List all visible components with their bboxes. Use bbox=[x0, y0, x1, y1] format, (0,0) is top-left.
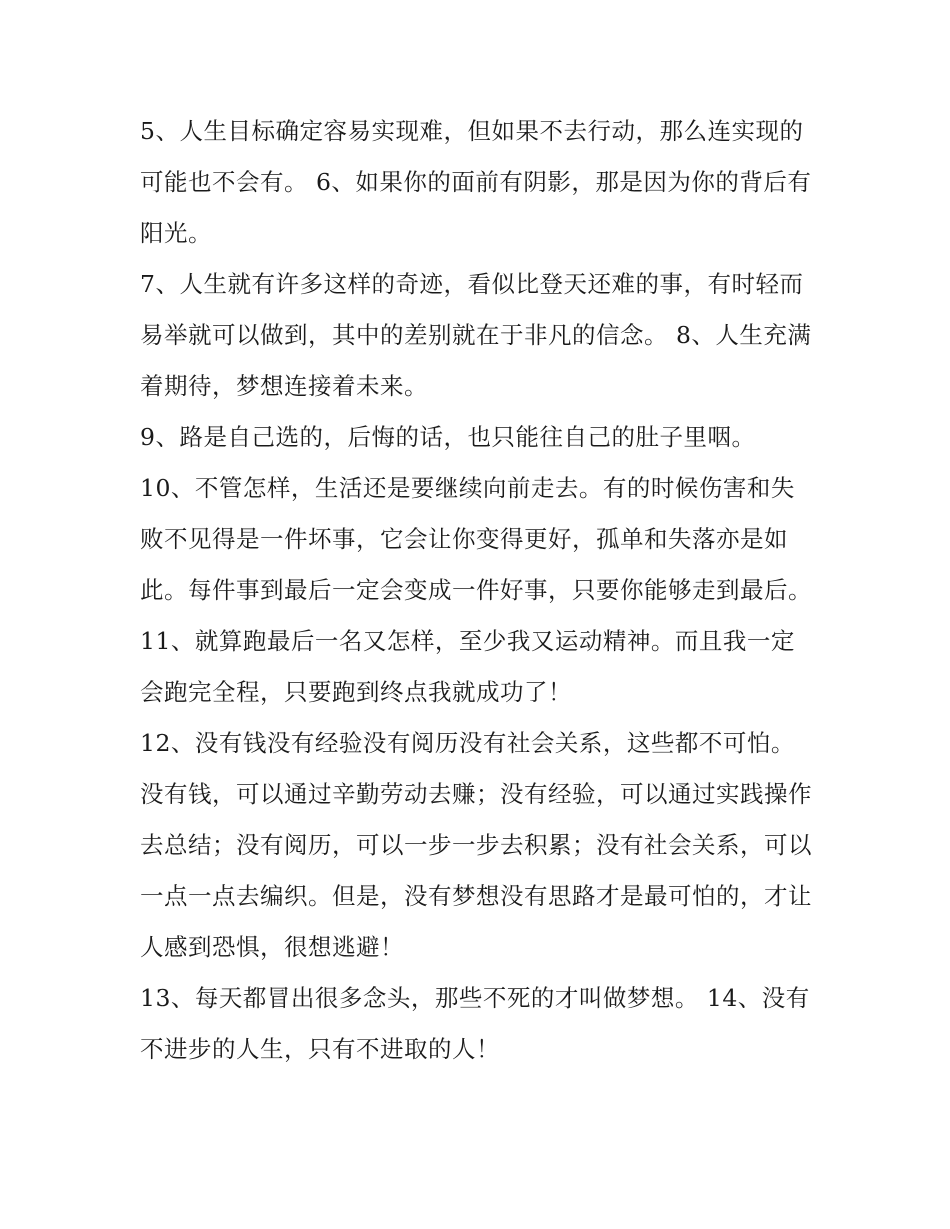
paragraph-5-6: 5、人生目标确定容易实现难，但如果不去行动，那么连实现的可能也不会有。 6、如果你的面前有阴影，那是因为你的背后有阳光。 bbox=[140, 117, 812, 247]
paragraph-7-8: 7、人生就有许多这样的奇迹，看似比登天还难的事，有时轻而易举就可以做到，其中的差别就在于非凡的信念。 8、人生充满着期待，梦想连接着未来。 bbox=[140, 270, 812, 400]
paragraph-9: 9、路是自己选的，后悔的话，也只能往自己的肚子里咽。 bbox=[140, 423, 756, 451]
paragraph-10: 10、不管怎样，生活还是要继续向前走去。有的时候伤害和失败不见得是一件坏事，它会让你变得更好，孤单和失落亦是如此。每件事到最后一定会变成一件好事，只要你能够走到最后。 bbox=[140, 474, 812, 604]
paragraph-12: 12、没有钱没有经验没有阅历没有社会关系，这些都不可怕。没有钱，可以通过辛勤劳动去赚；没有经验，可以通过实践操作去总结；没有阅历，可以一步一步去积累；没有社会关系，可以一点一点去编织。但是，没有梦想没有思路才是最可怕的，才让人感到恐惧，很想逃避！ bbox=[140, 729, 812, 961]
document-page bbox=[140, 106, 812, 1075]
paragraph-11: 11、就算跑最后一名又怎样，至少我又运动精神。而且我一定会跑完全程，只要跑到终点我就成功了！ bbox=[140, 627, 795, 706]
paragraph-13-14: 13、每天都冒出很多念头，那些不死的才叫做梦想。 14、没有不进步的人生，只有不进取的人！ bbox=[140, 984, 810, 1063]
